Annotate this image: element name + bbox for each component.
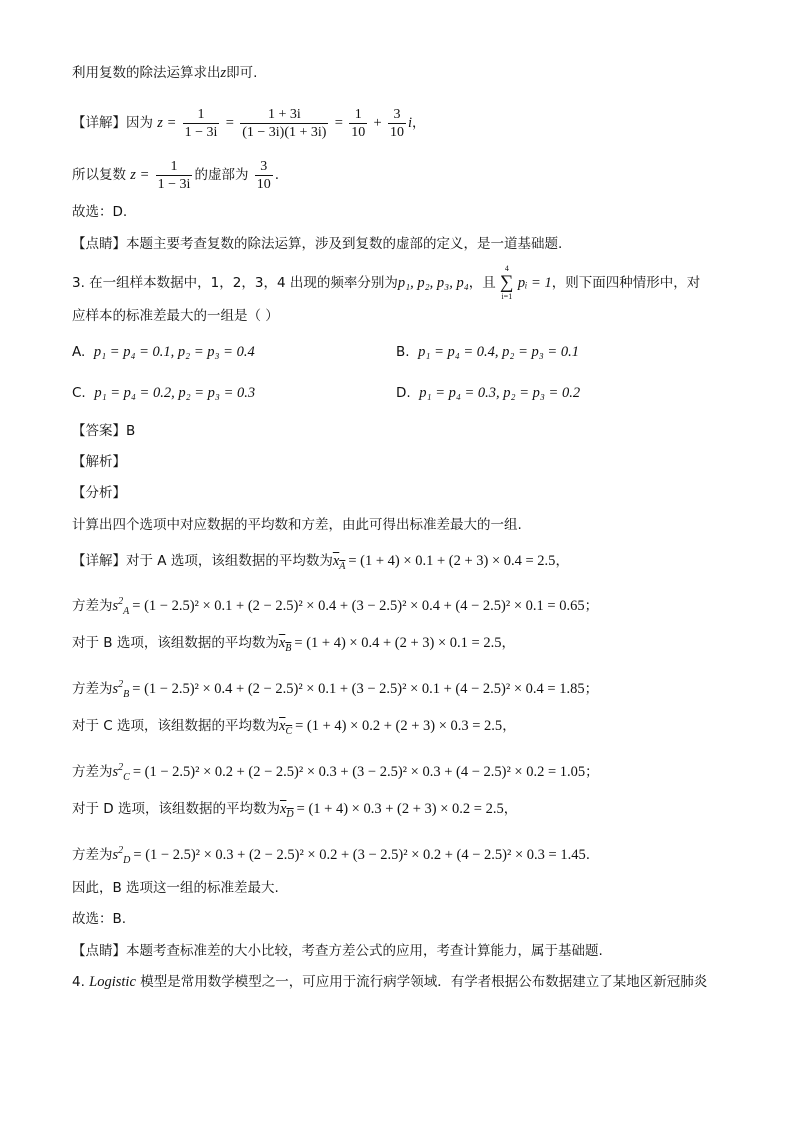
row-expression: = (1 − 2.5)² × 0.4 + (2 − 2.5)² × 0.1 + (3 − 2.5)² × 0.1 + (4 − 2.5)² × 0.4 = 1.85 — [132, 680, 585, 697]
row-prefix: 方差为 — [72, 680, 113, 697]
row-expression: = (1 + 4) × 0.2 + (2 + 3) × 0.3 = 2.5 — [295, 718, 503, 734]
variance-symbol — [112, 596, 130, 617]
denominator: 1 − 3i — [184, 124, 218, 140]
row-expression: = (1 + 4) × 0.4 + (2 + 3) × 0.1 = 2.5 — [294, 635, 502, 651]
numerator: 3 — [388, 106, 406, 124]
choose-line: 故选：D. — [72, 204, 128, 220]
numerator: 1 — [183, 106, 220, 124]
text: ， — [412, 115, 426, 131]
row-prefix: 方差为 — [72, 597, 113, 614]
math-var: i — [408, 115, 413, 131]
row-end: ， — [555, 553, 569, 569]
row-end: ， — [501, 635, 515, 651]
row-prefix: 对于 D 选项，该组数据的平均数为 — [72, 801, 280, 817]
detail-row — [72, 758, 599, 788]
math-expr: pᵢ = 1 — [517, 275, 552, 291]
fraction — [349, 106, 367, 141]
option-label: D. — [396, 385, 411, 401]
text: 模型是常用数学模型之一，可应用于流行病学领域．有学者根据公布数据建立了某地区新冠肺炎 — [135, 974, 708, 990]
symbol-base: x — [332, 553, 340, 569]
equals: = — [334, 115, 343, 131]
text: ，则下面四种情形中，对 — [551, 275, 701, 291]
fraction — [183, 106, 220, 141]
detail-row — [72, 841, 590, 871]
text: 本题主要考查复数的除法运算，涉及到复数的虚部的定义，是一道基础题. — [126, 236, 563, 252]
math-var: z — [220, 65, 227, 81]
text: 本题考查标准差的大小比较，考查方差公式的应用，考查计算能力，属于基础题. — [126, 943, 603, 959]
row-expression: = (1 + 4) × 0.3 + (2 + 3) × 0.2 = 2.5 — [296, 801, 504, 817]
detail-row — [72, 675, 598, 705]
option-expr: p₁ = p₄ = 0.3, p₂ = p₃ = 0.2 — [419, 385, 581, 401]
plus: + — [373, 115, 382, 131]
variance-symbol — [112, 679, 130, 700]
option-expr: p₁ = p₄ = 0.4, p₂ = p₃ = 0.1 — [418, 344, 579, 360]
math-expr: z = — [157, 115, 177, 131]
symbol-base: s — [112, 763, 119, 780]
fraction — [240, 106, 328, 141]
option-c — [72, 383, 255, 403]
question-3-stem-cont: 应样本的标准差最大的一组是（ ） — [72, 308, 279, 324]
question-4-stem — [72, 972, 707, 992]
text: 的虚部为 — [194, 167, 249, 183]
numerator: 3 — [255, 158, 273, 176]
row-end: ； — [584, 597, 599, 614]
section-tag: 【详解】 — [72, 553, 126, 569]
variance-symbol — [112, 845, 131, 866]
symbol-base: x — [278, 635, 286, 651]
option-expr: p₁ = p₄ = 0.1, p₂ = p₃ = 0.4 — [93, 344, 255, 360]
section-tag: 【点睛】 — [72, 943, 126, 959]
symbol-subscript: B — [285, 642, 292, 654]
denominator: 10 — [390, 124, 405, 140]
text: 所以复数 — [72, 167, 126, 183]
row-prefix: 方差为 — [72, 846, 113, 863]
fraction — [388, 106, 406, 141]
detail-row — [72, 551, 569, 577]
section-tag: 【答案】 — [72, 423, 126, 439]
variance-symbol — [112, 762, 130, 783]
detail-row — [72, 592, 598, 622]
symbol-base: s — [112, 597, 119, 614]
question-3-stem — [72, 264, 700, 302]
symbol-subscript: B — [123, 688, 130, 700]
fenxi-text: 计算出四个选项中对应数据的平均数和方差，由此可得出标准差最大的一组. — [72, 517, 522, 533]
answer-line — [72, 421, 135, 441]
row-expression: = (1 − 2.5)² × 0.2 + (2 − 2.5)² × 0.3 + (3 − 2.5)² × 0.3 + (4 − 2.5)² × 0.2 = 1.05 — [132, 763, 586, 780]
numerator: 1 — [156, 158, 193, 176]
fraction — [255, 158, 273, 193]
mean-symbol — [278, 635, 292, 654]
symbol-subscript: A — [123, 605, 130, 617]
row-prefix: 对于 B 选项，该组数据的平均数为 — [72, 635, 279, 651]
text: 利用复数的除法运算求出 — [72, 65, 221, 81]
detail-row — [72, 799, 517, 825]
row-end: ； — [585, 763, 599, 780]
math-expr: z = — [130, 167, 150, 183]
equals: = — [225, 115, 234, 131]
row-end: ， — [502, 718, 516, 734]
symbol-base: s — [112, 680, 119, 697]
exponent: 2 — [118, 845, 124, 856]
mean-symbol — [332, 553, 346, 572]
row-prefix: 对于 C 选项，该组数据的平均数为 — [72, 718, 280, 734]
option-expr: p₁ = p₄ = 0.2, p₂ = p₃ = 0.3 — [94, 385, 256, 401]
row-expression: = (1 − 2.5)² × 0.3 + (2 − 2.5)² × 0.2 + (3 − 2.5)² × 0.2 + (4 − 2.5)² × 0.3 = 1.45 — [133, 846, 586, 863]
text: 3. 在一组样本数据中，1，2，3，4 出现的频率分别为 — [72, 275, 398, 291]
denominator: 1 − 3i — [157, 176, 191, 192]
symbol-subscript: C — [285, 725, 293, 737]
row-prefix: 对于 A 选项，该组数据的平均数为 — [126, 553, 333, 569]
detail-row — [72, 716, 516, 742]
row-end: ， — [503, 801, 518, 817]
denominator: 10 — [351, 124, 366, 140]
detail-equation-line — [72, 105, 426, 141]
row-end: ； — [584, 680, 599, 697]
numerator: 1 + 3i — [240, 106, 328, 124]
denominator: (1 − 3i)(1 + 3i) — [242, 124, 327, 140]
sum-upper: 4 — [504, 264, 509, 273]
section-tag: 【点睛】 — [72, 236, 126, 252]
option-label: C. — [72, 385, 86, 401]
option-label: B. — [396, 344, 410, 360]
dianjing-line — [72, 234, 562, 254]
text: ，且 — [468, 275, 496, 291]
exponent: 2 — [118, 762, 124, 773]
sum-symbol — [500, 264, 514, 302]
text: 即可. — [226, 65, 258, 81]
math-word: Logistic — [89, 974, 136, 990]
denominator: 10 — [256, 176, 271, 192]
math-expr: p₁, p₂, p₃, p₄ — [397, 275, 469, 291]
symbol-base: x — [279, 718, 286, 734]
symbol-base: x — [279, 801, 287, 817]
row-end: . — [585, 846, 591, 863]
row-expression: = (1 − 2.5)² × 0.1 + (2 − 2.5)² × 0.4 + (3 − 2.5)² × 0.4 + (4 − 2.5)² × 0.1 = 0.65 — [132, 597, 585, 614]
imaginary-part-line — [72, 157, 279, 193]
option-b — [396, 342, 579, 362]
symbol-subscript: D — [123, 854, 131, 866]
text: 因为 — [126, 115, 153, 131]
option-label: A. — [72, 344, 86, 360]
fraction — [156, 158, 193, 193]
sigma-glyph: ∑ — [500, 272, 514, 293]
numerator: 1 — [349, 106, 367, 124]
symbol-base: s — [112, 846, 119, 863]
dianjing-line-2 — [72, 941, 603, 961]
option-a — [72, 342, 255, 362]
fenxi-tag: 【分析】 — [72, 485, 126, 501]
sum-lower: i=1 — [501, 292, 513, 301]
analysis-tag: 【解析】 — [72, 454, 126, 470]
exponent: 2 — [118, 596, 124, 607]
symbol-subscript: A — [339, 560, 346, 572]
symbol-subscript: C — [123, 771, 130, 783]
exponent: 2 — [118, 679, 124, 690]
symbol-subscript: D — [286, 808, 294, 820]
text: 4. — [72, 974, 90, 990]
text: . — [274, 167, 280, 183]
text-line — [72, 63, 257, 83]
row-prefix: 方差为 — [72, 763, 113, 780]
mean-symbol — [279, 801, 294, 820]
option-d — [396, 383, 580, 403]
answer-value: B — [126, 423, 136, 439]
row-expression: = (1 + 4) × 0.1 + (2 + 3) × 0.4 = 2.5 — [348, 553, 556, 569]
section-tag: 【详解】 — [72, 115, 126, 131]
detail-row — [72, 633, 515, 659]
mean-symbol — [279, 718, 293, 737]
choose-line-2: 故选：B. — [72, 911, 127, 927]
conclusion-line: 因此，B 选项这一组的标准差最大. — [72, 880, 279, 896]
